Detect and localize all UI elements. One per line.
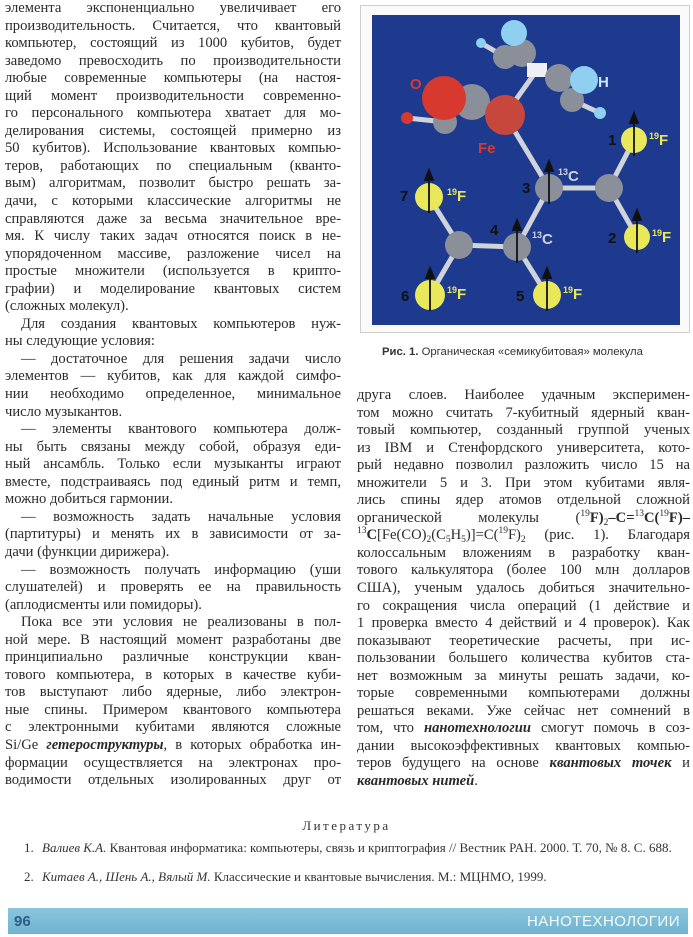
text-segment: слушателей) и проверять ее на правильность (5, 579, 341, 596)
text-line (5, 439, 341, 457)
molecule-image (372, 15, 680, 325)
reference-author: Валиев К.А. (42, 840, 107, 855)
text-line (357, 668, 690, 686)
text-line (357, 545, 690, 563)
text-line (5, 632, 341, 650)
text-line (5, 719, 341, 737)
text-segment: пользовании большего количества кубитов ста- (357, 650, 690, 667)
text-segment: Для создания квантовых компьютеров нуж- (21, 315, 341, 332)
text-segment: заведомо превосходить по производительности (5, 52, 341, 69)
text-line (5, 368, 341, 386)
text-segment: компьютер, состоящий из 1000 кубитов, будет (5, 35, 341, 52)
text-segment: (C (431, 527, 446, 544)
label-carbon-13: $^{13}$C (558, 167, 579, 185)
text-segment: справляются даже за весьма значительное вре- (5, 210, 341, 227)
text-line (5, 281, 341, 299)
text-segment: 19 (659, 508, 669, 519)
text-line (5, 702, 341, 720)
text-segment: F)– (668, 509, 690, 526)
text-line (5, 211, 341, 229)
text-segment: (сложных молекул). (5, 298, 129, 315)
literature-heading: Литература (302, 818, 391, 833)
text-segment: тов выступают либо ядерные, либо электрон- (5, 684, 341, 701)
figure-caption (382, 346, 643, 358)
text-line (5, 386, 341, 404)
text-segment: органической молекулы ( (357, 509, 581, 526)
text-line (5, 404, 341, 422)
text-line (357, 475, 690, 493)
text-segment: производительность. Считается, что квантовый (5, 17, 341, 34)
text-segment: элемента экспоненциально увеличивает его (5, 0, 341, 16)
text-line (5, 562, 341, 580)
journal-name: НАНОТЕХНОЛОГИИ (526, 913, 680, 930)
label-qubit-6: 6 (401, 288, 410, 305)
text-segment: рый недавно позволил разложить число 15 на (357, 457, 690, 474)
text-line (5, 456, 341, 474)
text-segment: го персонального компьютера хватает для мо- (5, 105, 341, 122)
text-line (357, 422, 690, 440)
text-segment: можно добиться гармонии. (5, 491, 173, 508)
text-segment: F) (507, 527, 521, 544)
text-segment: вместе, подстраиваясь под единый ритм и темп, (5, 473, 341, 490)
text-segment: любые современные компьютеры (на настоя- (5, 70, 341, 87)
carbon-atom (445, 231, 473, 259)
label-qubit-4: 4 (490, 222, 499, 239)
text-segment: решаться веками. Уже сейчас нет сомнений в (357, 702, 690, 719)
label-fluorine-19: $^{19}$F (563, 285, 583, 303)
text-line (5, 228, 341, 246)
text-line (5, 316, 341, 334)
label-qubit-5: 5 (516, 288, 525, 305)
text-line (357, 633, 690, 651)
emphasized-term: квантовых точек (549, 755, 672, 772)
text-line (5, 474, 341, 492)
text-segment: ны следующие условия: (5, 333, 155, 350)
text-line (5, 544, 341, 562)
text-segment: тового калькулятора (более 100 млн долларов (357, 562, 690, 579)
reference-number: 1. (24, 840, 34, 855)
oxygen-atom (401, 112, 413, 124)
text-line (5, 755, 341, 773)
reference-text: Классические и квантовые вычисления. М.: МЦНМО, 1999. (210, 869, 547, 884)
text-segment: Пока все эти условия не реализованы в пол- (21, 614, 341, 631)
text-segment: — возможность задать начальные условия (21, 508, 341, 525)
label-qubit-7: 7 (400, 188, 409, 205)
text-segment: и (671, 755, 690, 772)
text-line (5, 421, 341, 439)
text-line (357, 387, 690, 405)
text-line (5, 53, 341, 71)
text-segment: торые современными компьютерами должны (357, 685, 690, 702)
text-segment: H (450, 527, 462, 544)
reference-number: 2. (24, 869, 34, 884)
text-segment: друга слоев. Наиболее удачным эксперимен- (357, 387, 690, 403)
page-number: 96 (14, 913, 31, 930)
text-line (5, 509, 341, 527)
text-segment: 2 (520, 535, 526, 546)
text-line (5, 597, 341, 615)
text-line (5, 772, 341, 790)
text-line (5, 684, 341, 702)
text-segment: графии) и моделирование квантовых систем (5, 280, 341, 297)
text-segment: ные спины. Примером квантового компьютера (5, 701, 341, 718)
text-line (357, 615, 690, 633)
text-segment: , в которых обработка ин- (163, 736, 341, 753)
text-line (5, 140, 341, 158)
text-line (357, 598, 690, 616)
text-line (5, 18, 341, 36)
text-segment: водимости отдельных изолированных друг от (5, 772, 341, 789)
text-segment: нии необходимо определенное, минимальное (5, 386, 341, 403)
text-segment: мя. К числу таких задач относятся поиск в не- (5, 228, 341, 245)
label-iron: Fe (478, 140, 496, 157)
page-footer (8, 908, 688, 934)
text-line (5, 246, 341, 264)
text-line (5, 123, 341, 141)
text-segment: Si/Ge (5, 736, 47, 753)
text-segment: смогут помочь в соз- (530, 720, 690, 737)
hydrogen-atom (570, 66, 598, 94)
text-segment: 13 (634, 508, 645, 519)
bond-block (527, 63, 547, 77)
hydrogen-atom (594, 107, 606, 119)
text-line (5, 88, 341, 106)
text-segment: вым) алгоритмам, позволит быстро решать за- (5, 175, 341, 192)
carbon-atom (595, 174, 623, 202)
reference-author: Китаев А., Шень А., Вялый М. (42, 869, 211, 884)
label-qubit-3: 3 (522, 180, 531, 197)
text-segment: 5 (445, 535, 451, 546)
text-segment: лись спины ядер атомов отдельной сложной (357, 492, 690, 509)
label-carbon-13: $^{13}$C (532, 230, 553, 248)
text-segment: го сокращения числа операций (1 действие и (357, 597, 690, 614)
text-line (357, 440, 690, 458)
text-segment: F) (589, 509, 604, 526)
text-segment: [Fe(CO) (377, 527, 427, 544)
carbon-atom (545, 64, 573, 92)
text-line (5, 298, 341, 316)
text-segment: 19 (498, 526, 508, 537)
label-fluorine-19: $^{19}$F (447, 285, 467, 303)
text-line (5, 333, 341, 351)
label-hydrogen: H (598, 74, 609, 91)
text-segment: (аплодисменты или помидоры). (5, 596, 202, 613)
text-segment: 2 (426, 535, 432, 546)
text-segment: 2 (603, 517, 609, 528)
text-segment: делирования системы, состоящей примерно из (5, 122, 341, 139)
text-segment: ной мере. В настоящий момент разработаны две (5, 631, 341, 648)
text-line (357, 755, 690, 773)
text-segment: –C= (608, 509, 635, 526)
molecule-figure (360, 5, 690, 333)
reference-item (24, 840, 684, 855)
text-segment: 1 проверка вместо 4 действий и 4 проверок). Как (357, 615, 690, 632)
text-line (5, 193, 341, 211)
text-line (5, 526, 341, 544)
text-line (357, 580, 690, 598)
text-segment: принципиально различные конструкции кван- (5, 649, 341, 666)
text-line (5, 351, 341, 369)
text-segment: 50 кубитов). Использование квантовых компью- (5, 140, 341, 157)
emphasized-term: квантовых нитей (357, 773, 475, 790)
text-line (357, 685, 690, 703)
text-line (5, 263, 341, 281)
text-segment: с электронными кубитами являются сложные (5, 719, 341, 736)
text-line (5, 105, 341, 123)
label-fluorine-19: $^{19}$F (652, 228, 672, 246)
text-segment: том можно считать 7-кубитный ядерный кван- (357, 404, 690, 421)
text-line (357, 562, 690, 580)
text-line (357, 703, 690, 721)
text-line (5, 579, 341, 597)
text-segment: множители 5 и 3. При этом кубитами явля- (357, 474, 690, 491)
text-segment: элементов — кубитов, как для каждой симфо- (5, 368, 341, 385)
text-line (357, 405, 690, 423)
text-segment: 13 (357, 526, 367, 537)
text-segment: . (474, 773, 478, 790)
caption-number: Рис. 1. (382, 346, 419, 358)
label-fluorine-19: $^{19}$F (649, 131, 669, 149)
text-segment: (рис. 1). Благодаря (525, 527, 690, 544)
text-segment: — достаточное для решения задачи число (21, 350, 341, 367)
label-qubit-2: 2 (608, 230, 617, 247)
text-line (357, 457, 690, 475)
label-fluorine-19: $^{19}$F (447, 187, 467, 205)
text-line (357, 510, 690, 528)
text-segment: из IBM и Стенфордского университета, кото- (357, 439, 690, 456)
text-line (5, 737, 341, 755)
text-segment: показывают теоретические расчеты, при ис- (357, 632, 690, 649)
text-segment: дачи (функции дирижера). (5, 543, 170, 560)
text-segment: теров, работающих по специальным (кванто- (5, 157, 341, 174)
hydrogen-atom (501, 20, 527, 46)
text-segment: (партитуры) и менять их в зависимости от за- (5, 526, 341, 543)
text-segment: том, что (357, 720, 424, 737)
text-segment: )]=C( (465, 527, 499, 544)
text-segment: — возможность получать информацию (уши (21, 561, 341, 578)
text-segment: тового компьютера, в которых в качестве куби- (5, 666, 341, 683)
left-text-column (5, 0, 341, 790)
reference-item (24, 869, 684, 884)
text-segment: C (366, 527, 378, 544)
emphasized-term: нанотехнологии (423, 720, 531, 737)
hydrogen-atom (476, 38, 486, 48)
text-segment: упорядоченном массиве, разложение чисел на (5, 245, 341, 262)
iron-atom (485, 95, 525, 135)
text-line (357, 650, 690, 668)
oxygen-atom (422, 76, 466, 120)
text-segment: нет возможным за минуты решать задачи, ко- (357, 667, 690, 684)
text-line (357, 492, 690, 510)
label-oxygen: O (410, 76, 422, 93)
text-line (5, 667, 341, 685)
right-text-column (357, 387, 690, 791)
text-segment: щий момент производительности современно- (5, 87, 341, 104)
text-segment: ны быть связаны между собой, образуя еди- (5, 438, 341, 455)
text-segment: дании высокоэффективных квантовых компью- (357, 737, 690, 754)
emphasized-term: гетероструктуры (46, 736, 164, 753)
text-segment: 5 (461, 535, 466, 546)
text-segment: простые множители (используется в крипто- (5, 263, 341, 280)
text-segment: США), ученым удалось добиться значительно- (357, 580, 690, 597)
text-line (5, 70, 341, 88)
label-qubit-1: 1 (608, 132, 617, 149)
text-segment: формации осуществляется на электронах про- (5, 754, 341, 771)
text-segment: — элементы квантового компьютера долж- (21, 421, 341, 438)
text-line (357, 773, 690, 791)
text-line (5, 0, 341, 18)
text-segment: 19 (580, 508, 590, 519)
text-line (5, 158, 341, 176)
text-line (357, 738, 690, 756)
text-segment: ный ансамбль. Только если музыканты играют (5, 456, 341, 473)
caption-text: Органическая «семикубитовая» молекула (421, 346, 643, 358)
text-line (357, 720, 690, 738)
text-segment: C( (644, 509, 660, 526)
text-line (5, 614, 341, 632)
reference-text: Квантовая информатика: компьютеры, связь и криптография // Вестник РАН. 2000. Т. 70, № 8. С. 688. (106, 840, 672, 855)
text-line (357, 527, 690, 545)
text-line (5, 35, 341, 53)
text-segment: товый компьютер, созданный группой ученых (357, 422, 690, 439)
text-line (5, 649, 341, 667)
text-line (5, 175, 341, 193)
text-segment: дачи, с которыми классические алгоритмы не (5, 193, 341, 210)
text-segment: число музыкантов. (5, 403, 123, 420)
text-segment: колоссальным вложениям в разработку кван- (357, 544, 690, 561)
text-line (5, 491, 341, 509)
text-segment: теров будущего на основе (357, 755, 550, 772)
